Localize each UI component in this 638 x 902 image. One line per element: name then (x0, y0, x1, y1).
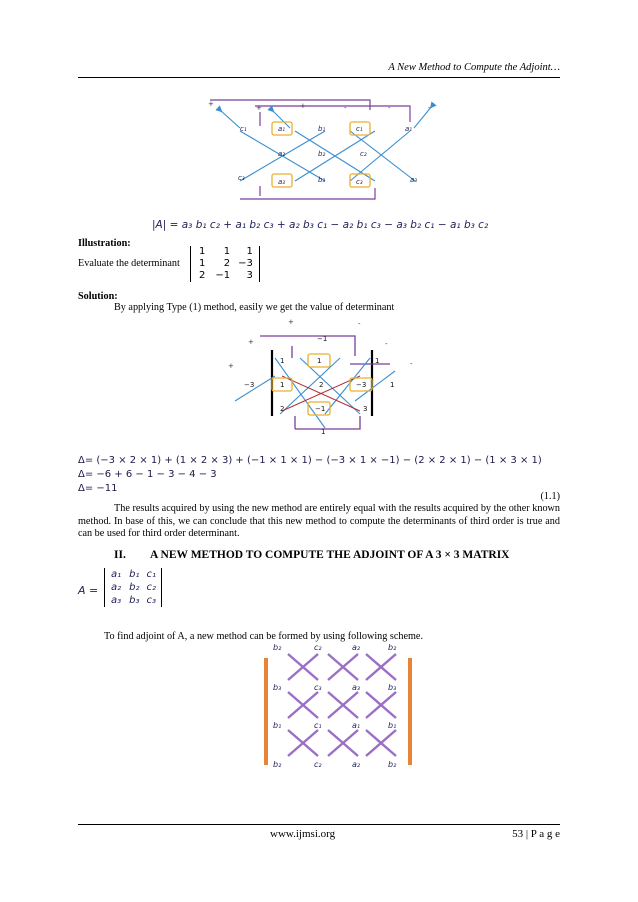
page-number: 53 | P a g e (512, 828, 560, 840)
d2-sign: - (358, 320, 361, 328)
d1-label: b₁ (318, 125, 326, 133)
d2-number: −3 (356, 381, 367, 389)
d1-sign: - (344, 104, 347, 112)
illustration-matrix: 1 1 1 1 2 −3 2 −1 3 (190, 246, 260, 282)
d2-number: 1 (321, 428, 326, 436)
header-rule (78, 77, 560, 78)
d1-label: a₃ (410, 176, 418, 184)
d1-sign: + (300, 102, 306, 110)
scheme-cell: a₂ (352, 760, 361, 769)
d2-number: 2 (319, 381, 324, 389)
solution-heading: Solution: (78, 291, 118, 302)
d1-label: a₃ (278, 178, 286, 186)
scheme-cell: a₃ (352, 683, 361, 692)
scheme-cell: c₁ (314, 721, 322, 730)
d2-sign: - (410, 360, 413, 368)
scheme-cell: a₁ (352, 721, 361, 730)
matrix-a-lhs: A = (78, 584, 99, 597)
footer-site[interactable]: www.ijmsi.org (270, 828, 336, 840)
d2-number: 1 (390, 381, 395, 389)
matrix-a: a₁ b₁ c₁ a₂ b₂ c₂ a₃ b₃ c₃ (104, 568, 162, 607)
scheme-cell: c₂ (314, 760, 322, 769)
illustration-heading: Illustration: (78, 238, 131, 249)
illustration-text: Evaluate the determinant (78, 258, 180, 269)
determinant-formula: |A| = a₃ b₁ c₂ + a₁ b₂ c₃ + a₂ b₃ c₁ − a₂ b₁ c₃ − a₃ b₂ c₁ − a₁ b₃ c₂ (152, 219, 489, 231)
equation-number: (1.1) (540, 491, 560, 502)
d2-sign: + (288, 318, 294, 326)
d2-sign: + (228, 362, 234, 370)
solution-text: By applying Type (1) method, easily we get the value of determinant (114, 302, 395, 313)
d1-label: c₁ (356, 125, 363, 133)
scheme-cell: b₃ (273, 683, 282, 692)
d1-label: c₃ (356, 178, 363, 186)
d2-number: 1 (317, 357, 322, 365)
determinant-diagram-2 (220, 316, 420, 441)
scheme-cell: c₃ (314, 683, 322, 692)
delta-line-3: Δ= −11 (78, 483, 118, 494)
footer-rule (78, 824, 560, 825)
d1-sign: - (388, 104, 391, 112)
d1-sign: - (428, 104, 431, 112)
adjoint-scheme (258, 640, 418, 770)
scheme-cell: b₂ (388, 760, 397, 769)
d1-sign: + (256, 104, 262, 112)
scheme-cell: b₂ (388, 643, 397, 652)
d2-sign: + (248, 338, 254, 346)
d1-label: a₂ (278, 150, 286, 158)
d2-number: −3 (244, 381, 255, 389)
delta-line-2: Δ= −6 + 6 − 1 − 3 − 4 − 3 (78, 469, 217, 480)
d1-sign: + (208, 100, 214, 108)
running-title: A New Method to Compute the Adjoint… (388, 62, 560, 73)
d2-number: 3 (363, 405, 368, 413)
scheme-cell: b₂ (273, 643, 282, 652)
d2-number: −1 (317, 335, 328, 343)
scheme-cell: b₁ (388, 721, 397, 730)
d2-sign: - (385, 340, 388, 348)
d2-number: 1 (375, 357, 380, 365)
section-number: II. (114, 549, 126, 561)
d1-label: a₁ (278, 125, 286, 133)
scheme-cell: b₂ (273, 760, 282, 769)
determinant-diagram-1 (200, 96, 440, 206)
d1-label: b₂ (318, 150, 326, 158)
d1-label: a₁ (405, 125, 413, 133)
scheme-cell: c₂ (314, 643, 322, 652)
d2-number: 2 (280, 405, 285, 413)
scheme-cell: b₃ (388, 683, 397, 692)
d2-number: −1 (315, 405, 326, 413)
adjoint-intro: To find adjoint of A, a new method can be formed by using following scheme. (104, 631, 423, 642)
d1-label: c₃ (238, 174, 245, 182)
scheme-cell: b₁ (273, 721, 282, 730)
result-paragraph: The results acquired by using the new method are entirely equal with the results acquired by the other known method. In base of this, we can conclude that this new method to compute the determinants of third order is true and can be used for third order determinant. (78, 503, 560, 539)
d1-label: b₃ (318, 176, 326, 184)
section-title: A NEW METHOD TO COMPUTE THE ADJOINT OF A 3 × 3 MATRIX (150, 549, 510, 561)
d2-number: 1 (280, 357, 285, 365)
d1-label: c₁ (240, 125, 247, 133)
delta-line-1: Δ= (−3 × 2 × 1) + (1 × 2 × 3) + (−1 × 1 × 1) − (−3 × 1 × −1) − (2 × 2 × 1) − (1 × 3 × 1) (78, 455, 542, 466)
d1-label: c₂ (360, 150, 367, 158)
d2-number: 1 (280, 381, 285, 389)
scheme-cell: a₂ (352, 643, 361, 652)
